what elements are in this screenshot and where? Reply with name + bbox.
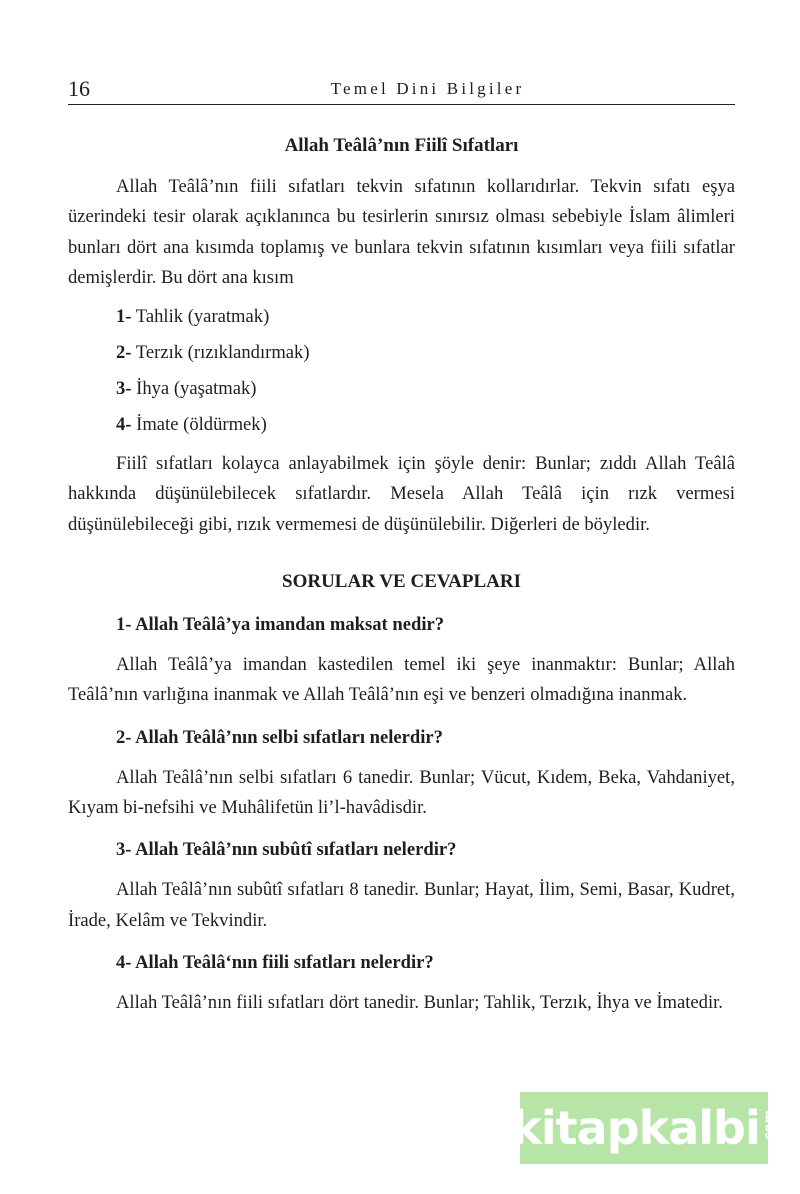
list-item: 1- Tahlik (yaratmak) bbox=[116, 306, 270, 328]
section-title-qa: SORULAR VE CEVAPLARI bbox=[282, 571, 521, 593]
answer-1: Allah Teâlâ’ya imandan kastedilen temel iki şeye inanmaktır: Bunlar; Allah Teâlâ’nın varlığına inanmak ve Allah Teâlâ’nın eşi ve benzeri olmadığına inanmak. bbox=[68, 654, 735, 706]
running-title: Temel Dini Bilgiler bbox=[330, 79, 525, 98]
page-number: 16 bbox=[68, 76, 90, 101]
question-1: 1- Allah Teâlâ’ya imandan maksat nedir? bbox=[116, 614, 445, 636]
answer-3: Allah Teâlâ’nın subûtî sıfatları 8 tanedir. Bunlar; Hayat, İlim, Semi, Basar, Kudret, İrade, Kelâm ve Tekvindir. bbox=[68, 879, 735, 931]
paragraph-intro: Allah Teâlâ’nın fiili sıfatları tekvin sıfatının kollarıdırlar. Tekvin sıfatı eşya üzerindeki tesir olarak açıklanınca bu tesirlerin sınırsız olması sebebiyle İslam âlimleri bunları dört ana kısımda toplamış ve bunlara tekvin sıfatının kısımları veya fiili sıfatlar demişlerdir. Bu dört ana kısım bbox=[68, 176, 735, 288]
page-content bbox=[68, 134, 735, 1018]
watermark-text: kitapkalbi bbox=[511, 1101, 760, 1155]
section-title: Allah Teâlâ’nın Fiilî Sıfatları bbox=[284, 135, 519, 156]
list-item: 2- Terzık (rızıklandırmak) bbox=[116, 342, 310, 364]
watermark-suffix: .com bbox=[761, 1110, 777, 1146]
paragraph-outro: Fiilî sıfatları kolayca anlayabilmek için şöyle denir: Bunlar; zıddı Allah Teâlâ hakkında düşünülebilecek sıfatlardır. Mesela Allah Teâlâ için rızk vermesi düşünülebileceği gibi, rızık vermemesi de düşünülebilir. Diğerleri de böyledir. bbox=[68, 453, 735, 535]
answer-2: Allah Teâlâ’nın selbi sıfatları 6 tanedir. Bunlar; Vücut, Kıdem, Beka, Vahdaniyet, Kıyam bi-nefsihi ve Muhâlifetün li’l-havâdisdir. bbox=[68, 766, 735, 818]
list-item: 4- İmate (öldürmek) bbox=[116, 414, 267, 436]
watermark-logo bbox=[511, 1092, 777, 1164]
question-4: 4- Allah Teâlâ‘nın fiili sıfatları nelerdir? bbox=[116, 951, 434, 973]
question-3: 3- Allah Teâlâ’nın subûtî sıfatları nelerdir? bbox=[116, 839, 457, 861]
page-header bbox=[68, 78, 735, 105]
list-item: 3- İhya (yaşatmak) bbox=[116, 378, 257, 400]
question-2: 2- Allah Teâlâ’nın selbi sıfatları nelerdir? bbox=[116, 726, 443, 748]
answer-4: Allah Teâlâ’nın fiili sıfatları dört tanedir. Bunlar; Tahlik, Terzık, İhya ve İmatedir. bbox=[116, 991, 723, 1013]
